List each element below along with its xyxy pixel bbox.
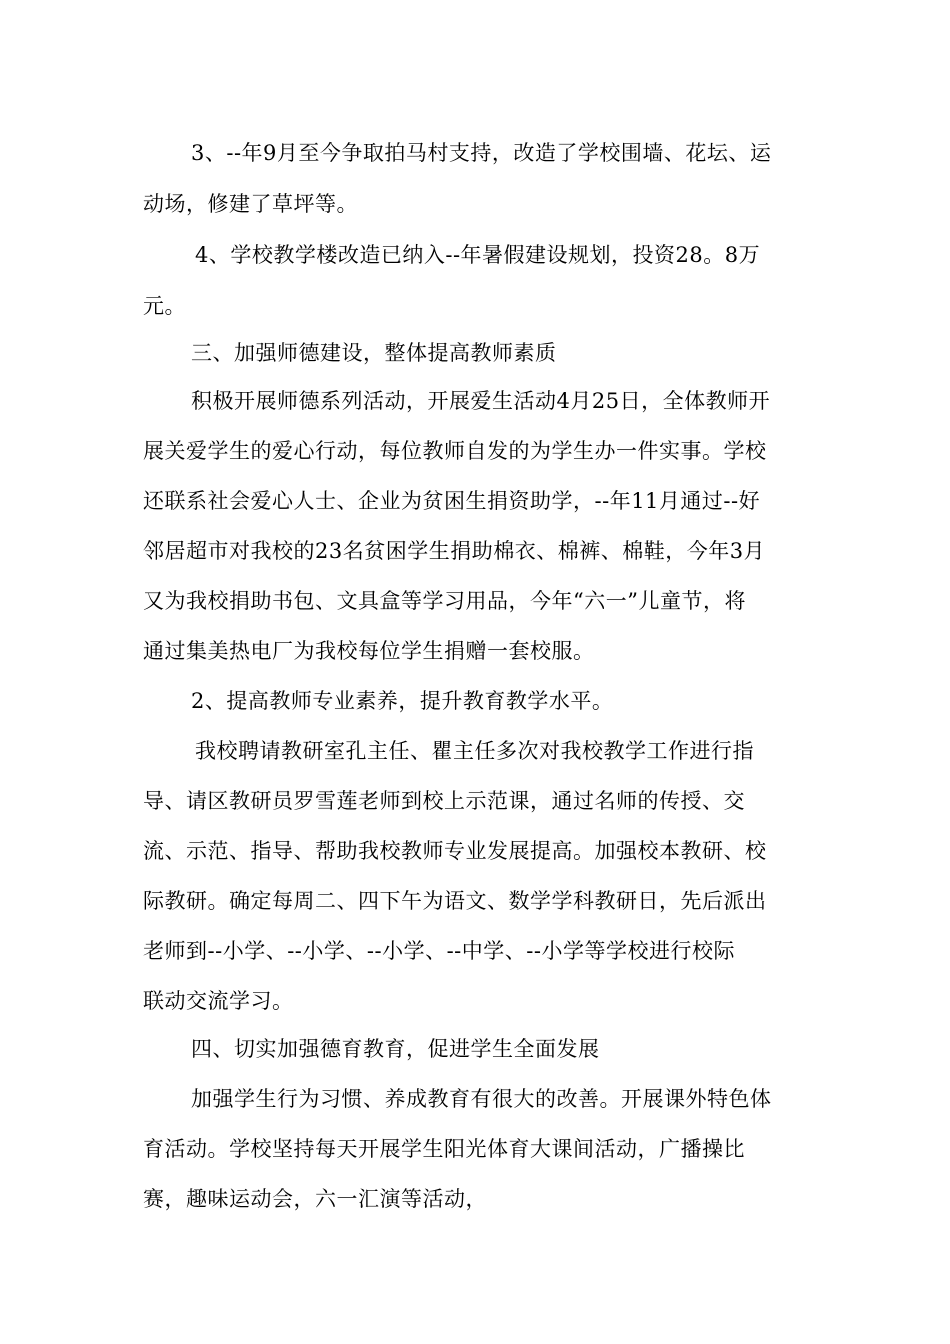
text-line: 积极开展师德系列活动，开展爱生活动4月25日，全体教师开 [191, 389, 771, 413]
text-line: 老师到--小学、--小学、--小学、--中学、--小学等学校进行校际 [143, 939, 735, 963]
text-line: 又为我校捐助书包、文具盒等学习用品，今年“六一”儿童节，将 [143, 589, 746, 613]
text-line: 通过集美热电厂为我校每位学生捐赠一套校服。 [143, 639, 595, 663]
text-line: 导、请区教研员罗雪莲老师到校上示范课，通过名师的传授、交 [143, 789, 745, 813]
text-line: 流、示范、指导、帮助我校教师专业发展提高。加强校本教研、校 [143, 839, 767, 863]
text-line: 动场，修建了草坪等。 [143, 192, 358, 216]
text-line: 育活动。学校坚持每天开展学生阳光体育大课间活动，广播操比 [143, 1137, 745, 1161]
text-line: 联动交流学习。 [143, 989, 294, 1013]
section-heading: 三、加强师德建设，整体提高教师素质 [191, 341, 557, 365]
text-line: 际教研。确定每周二、四下午为语文、数学学科教研日，先后派出 [143, 889, 767, 913]
text-line: 邻居超市对我校的23名贫困学生捐助棉衣、棉裤、棉鞋，今年3月 [143, 539, 766, 563]
text-line: 加强学生行为习惯、养成教育有很大的改善。开展课外特色体 [191, 1087, 772, 1111]
text-line: 还联系社会爱心人士、企业为贫困生捐资助学，--年11月通过--好 [143, 489, 761, 513]
text-line: 4、学校教学楼改造已纳入--年暑假建设规划，投资28。8万 [195, 243, 761, 267]
text-line: 元。 [143, 294, 186, 318]
text-line: 我校聘请教研室孔主任、瞿主任多次对我校教学工作进行指 [195, 739, 754, 763]
section-heading: 四、切实加强德育教育，促进学生全面发展 [191, 1037, 600, 1061]
subheading: 2、提高教师专业素养，提升教育教学水平。 [191, 689, 614, 713]
text-line: 赛，趣味运动会，六一汇演等活动， [143, 1187, 487, 1211]
text-line: 展关爱学生的爱心行动，每位教师自发的为学生办一件实事。学校 [143, 439, 767, 463]
text-line: 3、--年9月至今争取拍马村支持，改造了学校围墙、花坛、运 [191, 141, 772, 165]
